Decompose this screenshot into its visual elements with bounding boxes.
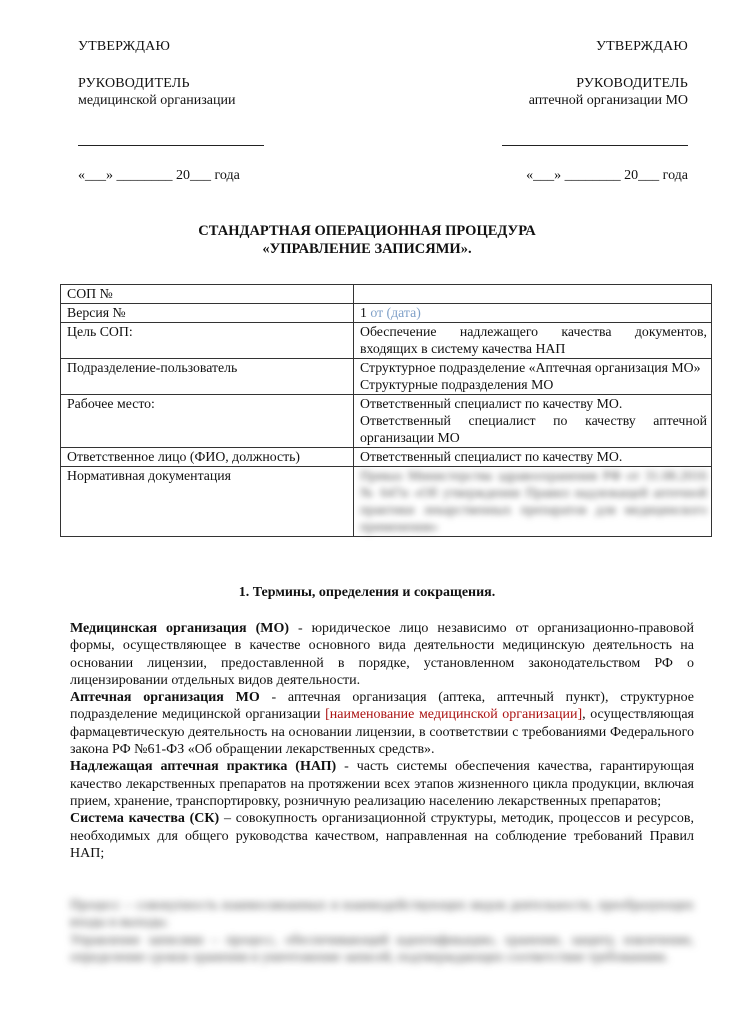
approve-heading: УТВЕРЖДАЮ	[595, 39, 688, 54]
approval-date-line[interactable]: «___» ________ 20___ года	[526, 168, 688, 183]
definition-text: - аптечная организация (аптека, аптечный пункт), структурное подразделение медицинской организации	[70, 690, 694, 723]
workplace-line: Ответственный специалист по качеству МО.	[360, 396, 623, 411]
definition-term: Надлежащая аптечная практика (НАП)	[70, 759, 337, 775]
definition-item	[70, 620, 694, 689]
definition-item	[70, 810, 694, 862]
user-unit-value	[354, 359, 712, 395]
definition-text: - часть системы обеспечения качества, гарантирующая качество лекарственных препаратов на протяжении всех этапов жизненного цикла продукции, включая прием, хранение, транспортировку, розничную реализацию населению лекарственных препаратов;	[70, 759, 695, 809]
section-heading-terms: 1. Термины, определения и сокращения.	[238, 585, 496, 600]
workplace-value	[354, 395, 712, 448]
sop-info-table	[60, 284, 712, 537]
document-title	[0, 222, 734, 258]
title-line-2: «УПРАВЛЕНИЕ ЗАПИСЯМИ».	[262, 241, 472, 257]
approver-organization: аптечной организации МО	[528, 93, 688, 108]
definition-term: Аптечная организация МО	[70, 690, 260, 706]
approver-organization: медицинской организации	[78, 93, 236, 108]
blurred-definition: Управление записями – процесс, обеспечивающий идентификацию, хранение, защиту, извлечение, определение сроков хранения и уничтожение записей, подтверждающих соответствие требованиям.	[70, 932, 694, 965]
organization-name-placeholder[interactable]: [наименование медицинской организации]	[325, 707, 583, 723]
definition-text: , осуществляющая фармацевтическую деятельность на основании лицензии, в соответствии с требованиями Федерального закона РФ №61-ФЗ «Об обращении лекарственных средств».	[70, 707, 694, 758]
workplace-label: Рабочее место:	[61, 395, 354, 448]
definition-item	[70, 689, 694, 758]
version-label: Версия №	[61, 304, 354, 323]
definitions-list	[70, 620, 694, 862]
version-value[interactable]	[354, 304, 712, 323]
user-unit-line: Структурное подразделение «Аптечная организация МО»	[360, 360, 701, 375]
definition-term: Система качества (СК)	[70, 811, 220, 827]
user-unit-label: Подразделение-пользователь	[61, 359, 354, 395]
purpose-label: Цель СОП:	[61, 323, 354, 359]
table-row	[61, 304, 712, 323]
workplace-line: Ответственный специалист по качеству аптечной организации МО	[360, 413, 707, 445]
version-date-note: от (дата)	[370, 305, 421, 320]
approver-position: РУКОВОДИТЕЛЬ	[78, 76, 190, 91]
table-row	[61, 285, 712, 304]
signature-line[interactable]	[502, 131, 688, 146]
purpose-value: Обеспечение надлежащего качества документов, входящих в систему качества НАП	[354, 323, 712, 359]
version-number: 1	[360, 305, 367, 320]
approval-date-line[interactable]: «___» ________ 20___ года	[78, 168, 240, 183]
blurred-definitions	[70, 897, 694, 966]
table-row	[61, 359, 712, 395]
responsible-person-value: Ответственный специалист по качеству МО.	[354, 448, 712, 467]
definition-text: – совокупность организационной структуры, методик, процессов и ресурсов, необходимых для общего руководства качеством, направленная на соблюдение требований Правил НАП;	[70, 811, 695, 861]
approval-block-right	[502, 38, 688, 184]
user-unit-line: Структурные подразделения МО	[360, 377, 554, 392]
approver-position: РУКОВОДИТЕЛЬ	[576, 76, 688, 91]
blurred-definition: Процесс – совокупность взаимосвязанных и взаимодействующих видов деятельности, преобразующих входы в выходы.	[70, 898, 694, 931]
regulatory-docs-label: Нормативная документация	[61, 467, 354, 537]
responsible-person-label: Ответственное лицо (ФИО, должность)	[61, 448, 354, 467]
approve-heading: УТВЕРЖДАЮ	[78, 39, 171, 54]
signature-line[interactable]	[78, 131, 264, 146]
sop-number-value[interactable]	[354, 285, 712, 304]
sop-number-label: СОП №	[61, 285, 354, 304]
title-line-1: СТАНДАРТНАЯ ОПЕРАЦИОННАЯ ПРОЦЕДУРА	[198, 223, 536, 239]
table-row	[61, 395, 712, 448]
definition-term: Медицинская организация (МО)	[70, 621, 289, 636]
table-row	[61, 467, 712, 537]
table-row	[61, 448, 712, 467]
approval-block-left	[78, 38, 264, 184]
definition-text: - юридическое лицо независимо от организационно-правовой формы, осуществляющее в качестве основного вида деятельности медицинскую деятельность на основании лицензии, предоставленной в порядке, установленном законодательством РФ о лицензировании отдельных видов деятельности.	[70, 621, 694, 688]
regulatory-docs-value: Приказ Министерства здравоохранения РФ от 31.08.2016 № 647н «Об утверждении Правил надлежащей аптечной практики лекарственных препаратов для медицинского применения»	[354, 467, 712, 537]
table-row	[61, 323, 712, 359]
definition-item	[70, 758, 694, 810]
